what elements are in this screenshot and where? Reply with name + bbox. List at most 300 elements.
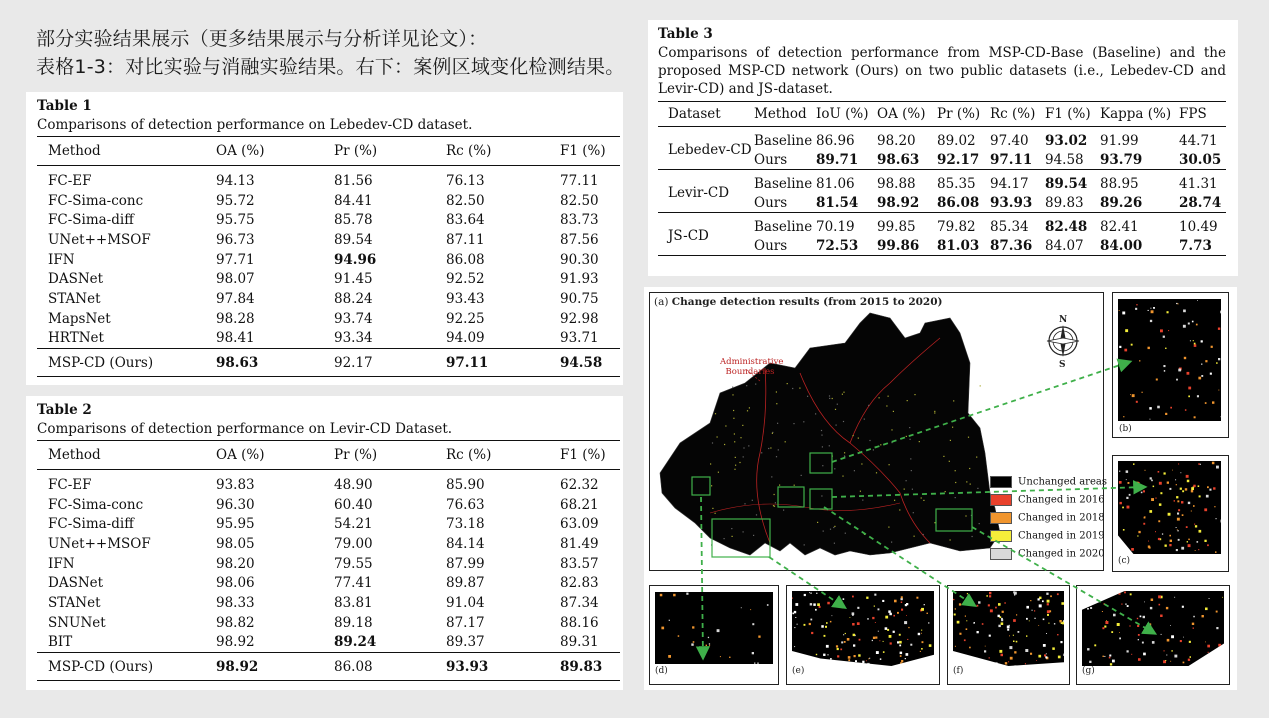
- table3-header: Rc (%): [990, 106, 1036, 122]
- change-pixel: [749, 407, 750, 408]
- change-pixel: [776, 391, 777, 392]
- change-pixel: [794, 656, 797, 659]
- value-cell: 87.34: [560, 594, 599, 611]
- change-pixel: [1188, 659, 1190, 661]
- legend-item: [990, 476, 1107, 490]
- value-cell: 95.75: [216, 212, 255, 229]
- change-pixel: [857, 622, 860, 625]
- change-pixel: [878, 608, 880, 610]
- change-pixel: [901, 660, 903, 662]
- change-pixel: [1143, 616, 1145, 618]
- change-pixel: [732, 536, 733, 537]
- change-pixel: [1174, 597, 1175, 598]
- change-pixel: [729, 657, 730, 658]
- change-pixel: [893, 411, 894, 412]
- change-pixel: [834, 543, 835, 544]
- method-cell: DASNet: [48, 271, 104, 288]
- value-cell: 98.41: [216, 330, 255, 347]
- admin-label-line-2: Boundaries: [725, 367, 775, 377]
- change-pixel: [804, 544, 805, 545]
- change-pixel: [899, 634, 901, 636]
- bold-value: 92.17: [937, 151, 980, 168]
- change-pixel: [1047, 614, 1049, 616]
- change-pixel: [1187, 372, 1190, 375]
- change-pixel: [796, 659, 799, 662]
- change-pixel: [1029, 620, 1030, 621]
- change-pixel: [1063, 654, 1064, 656]
- change-pixel: [824, 635, 826, 637]
- table2-panel: [26, 396, 623, 690]
- change-pixel: [1138, 658, 1141, 661]
- change-pixel: [966, 620, 967, 621]
- bold-value: 81.54: [816, 194, 859, 211]
- change-pixel: [986, 595, 988, 597]
- change-pixel: [821, 435, 822, 436]
- change-pixel: [855, 660, 857, 662]
- subpanel-g-map: [1082, 591, 1224, 666]
- change-pixel: [965, 515, 966, 516]
- change-pixel: [1188, 323, 1190, 325]
- change-pixel: [1205, 402, 1207, 404]
- change-pixel: [776, 403, 777, 404]
- change-pixel: [692, 626, 694, 628]
- change-pixel: [977, 631, 979, 633]
- change-pixel: [873, 637, 875, 639]
- value-cell: 86.08: [334, 658, 373, 675]
- change-pixel: [1038, 625, 1039, 626]
- change-pixel: [1197, 395, 1199, 397]
- subpanel-f: [947, 585, 1070, 685]
- change-pixel: [850, 617, 851, 618]
- change-pixel: [891, 542, 892, 543]
- change-pixel: [1220, 311, 1221, 314]
- change-pixel: [1119, 346, 1121, 348]
- change-pixel: [725, 425, 726, 426]
- change-pixel: [1002, 611, 1004, 613]
- change-pixel: [918, 633, 920, 635]
- change-pixel: [1170, 625, 1171, 626]
- change-pixel: [843, 634, 844, 635]
- change-pixel: [1184, 357, 1186, 359]
- change-pixel: [853, 644, 855, 646]
- subpanel-e: [786, 585, 940, 685]
- change-pixel: [1046, 593, 1048, 595]
- change-pixel: [914, 536, 915, 537]
- value-cell: [1100, 236, 1179, 256]
- change-pixel: [955, 646, 956, 647]
- change-pixel: [988, 604, 990, 606]
- change-pixel: [1204, 508, 1207, 511]
- value-cell: 79.00: [334, 535, 373, 552]
- change-pixel: [977, 605, 979, 607]
- change-pixel: [822, 465, 823, 466]
- change-pixel: [1110, 663, 1112, 665]
- change-pixel: [693, 641, 695, 643]
- change-pixel: [1165, 348, 1166, 349]
- value-cell: 90.75: [560, 290, 599, 307]
- change-pixel: [922, 641, 924, 643]
- subpanel-f-map: [953, 591, 1064, 666]
- change-pixel: [1175, 479, 1176, 480]
- change-pixel: [1187, 541, 1188, 542]
- change-pixel: [1157, 406, 1160, 409]
- change-pixel: [1194, 416, 1196, 418]
- change-pixel: [1201, 340, 1203, 342]
- value-cell: 94.17: [990, 175, 1029, 192]
- change-pixel: [970, 484, 971, 485]
- change-pixel: [1174, 500, 1175, 501]
- change-pixel: [1010, 657, 1013, 660]
- change-pixel: [772, 433, 773, 434]
- change-pixel: [887, 629, 889, 631]
- change-pixel: [1106, 620, 1107, 621]
- change-pixel: [899, 645, 901, 647]
- change-pixel: [910, 644, 912, 646]
- legend-label: Changed in 2020: [1018, 548, 1105, 560]
- change-pixel: [1167, 482, 1169, 484]
- table3-header: Pr (%): [937, 106, 981, 122]
- change-pixel: [830, 658, 832, 660]
- change-pixel: [1143, 490, 1145, 492]
- change-pixel: [1170, 540, 1172, 542]
- change-pixel: [810, 593, 811, 594]
- change-pixel: [1061, 622, 1063, 624]
- table-row: [37, 573, 620, 593]
- change-pixel: [875, 446, 876, 447]
- value-cell: [1179, 150, 1226, 170]
- value-cell: 44.71: [1179, 132, 1218, 149]
- method-cell: IFN: [48, 555, 75, 572]
- change-pixel: [911, 470, 912, 471]
- value-cell: [1179, 193, 1226, 213]
- change-pixel: [989, 635, 991, 637]
- change-pixel: [1046, 633, 1047, 634]
- method-cell: Baseline: [754, 175, 813, 192]
- change-pixel: [907, 400, 908, 401]
- change-pixel: [909, 427, 910, 428]
- table-row: [37, 166, 620, 191]
- subpanel-label: (f): [953, 666, 964, 676]
- change-pixel: [969, 647, 971, 649]
- change-pixel: [854, 470, 855, 471]
- change-pixel: [1013, 641, 1015, 643]
- change-pixel: [1214, 506, 1215, 507]
- value-cell: 62.32: [560, 476, 599, 493]
- change-pixel: [934, 411, 935, 412]
- change-pixel: [844, 452, 845, 453]
- change-pixel: [1198, 485, 1200, 487]
- change-pixel: [1218, 390, 1219, 391]
- table1-header: OA (%): [216, 143, 265, 159]
- bold-value: 93.79: [1100, 151, 1143, 168]
- change-pixel: [770, 447, 771, 448]
- change-pixel: [894, 500, 895, 501]
- change-pixel: [829, 395, 830, 396]
- change-pixel: [923, 534, 924, 535]
- change-pixel: [1155, 531, 1156, 532]
- change-pixel: [934, 412, 935, 413]
- bold-value: 89.71: [816, 151, 859, 168]
- change-pixel: [864, 419, 865, 420]
- change-pixel: [755, 384, 756, 385]
- change-pixel: [998, 625, 1000, 627]
- subpanel-d-map: [655, 592, 773, 664]
- bold-value: 84.00: [1100, 237, 1143, 254]
- change-pixel: [1165, 413, 1167, 415]
- change-pixel: [1129, 625, 1130, 626]
- value-cell: 92.25: [446, 310, 485, 327]
- bold-value: 30.05: [1179, 151, 1222, 168]
- change-pixel: [747, 410, 748, 411]
- change-pixel: [842, 394, 843, 395]
- change-pixel: [740, 437, 741, 438]
- change-pixel: [815, 609, 817, 611]
- change-pixel: [1119, 632, 1120, 633]
- change-pixel: [1218, 328, 1220, 330]
- change-pixel: [848, 656, 851, 659]
- legend-item: [990, 512, 1105, 526]
- value-cell: 87.11: [446, 231, 485, 248]
- value-cell: 68.21: [560, 496, 599, 513]
- change-pixel: [1151, 599, 1154, 602]
- change-pixel: [1158, 595, 1161, 598]
- change-pixel: [1207, 486, 1209, 488]
- subpanel-label: (c): [1118, 556, 1131, 566]
- change-pixel: [1221, 520, 1222, 523]
- change-pixel: [1205, 608, 1208, 611]
- change-pixel: [1137, 535, 1138, 536]
- change-pixel: [785, 441, 786, 442]
- bold-value: 93.93: [990, 194, 1033, 211]
- change-pixel: [686, 593, 688, 595]
- value-cell: 93.71: [560, 330, 599, 347]
- subpanel-b-svg: [1118, 299, 1221, 421]
- change-pixel: [912, 665, 913, 666]
- change-pixel: [1167, 639, 1170, 642]
- subpanel-e-map: [792, 591, 934, 666]
- change-pixel: [955, 497, 956, 498]
- bold-value: 93.93: [446, 658, 489, 675]
- value-cell: 48.90: [334, 476, 373, 493]
- change-pixel: [1176, 379, 1178, 381]
- bold-value: 93.02: [1045, 132, 1088, 149]
- value-cell: 93.74: [334, 310, 373, 327]
- change-pixel: [1181, 501, 1183, 503]
- table-row: [37, 230, 620, 250]
- change-pixel: [1210, 373, 1212, 375]
- change-pixel: [874, 606, 875, 607]
- method-cell: FC-Sima-diff: [48, 516, 134, 533]
- change-pixel: [734, 469, 735, 470]
- method-cell: MSP-CD (Ours): [48, 354, 154, 371]
- change-pixel: [1163, 365, 1165, 367]
- change-pixel: [1112, 594, 1113, 595]
- change-pixel: [868, 405, 869, 406]
- change-pixel: [1128, 482, 1130, 484]
- change-pixel: [837, 404, 838, 405]
- value-cell: [877, 236, 937, 256]
- change-pixel: [1103, 656, 1104, 657]
- table-row: [37, 613, 620, 633]
- change-pixel: [778, 449, 779, 450]
- value-cell: 87.99: [446, 555, 485, 572]
- value-cell: 96.73: [216, 231, 255, 248]
- change-pixel: [973, 622, 974, 623]
- change-pixel: [1216, 518, 1217, 519]
- change-pixel: [1127, 605, 1129, 607]
- value-cell: 82.41: [1100, 218, 1139, 235]
- change-pixel: [823, 654, 825, 656]
- change-pixel: [833, 527, 834, 528]
- change-pixel: [864, 534, 865, 535]
- method-cell: FC-Sima-conc: [48, 496, 144, 513]
- change-pixel: [905, 658, 906, 659]
- change-pixel: [1215, 551, 1217, 553]
- change-pixel: [899, 509, 900, 510]
- change-pixel: [1014, 665, 1016, 666]
- change-pixel: [1148, 541, 1149, 542]
- change-pixel: [1193, 485, 1195, 487]
- change-pixel: [964, 659, 966, 661]
- change-pixel: [1153, 486, 1155, 488]
- change-pixel: [1150, 419, 1151, 420]
- table3-header: F1 (%): [1045, 106, 1091, 122]
- change-pixel: [1177, 530, 1178, 531]
- change-pixel: [743, 531, 744, 532]
- change-pixel: [883, 641, 884, 642]
- change-pixel: [836, 645, 838, 647]
- change-pixel: [836, 425, 837, 426]
- change-pixel: [1164, 370, 1165, 371]
- change-pixel: [771, 476, 772, 477]
- change-pixel: [823, 665, 825, 666]
- change-pixel: [861, 463, 862, 464]
- change-pixel: [669, 620, 670, 621]
- change-pixel: [678, 635, 680, 637]
- bold-value: 82.48: [1045, 218, 1088, 235]
- change-pixel: [923, 500, 924, 501]
- change-pixel: [908, 627, 909, 628]
- change-pixel: [1180, 472, 1181, 473]
- change-pixel: [990, 609, 993, 612]
- change-pixel: [885, 627, 888, 630]
- change-pixel: [827, 654, 828, 655]
- value-cell: 87.56: [560, 231, 599, 248]
- subpanel-c-svg: [1118, 461, 1221, 554]
- change-pixel: [735, 465, 736, 466]
- change-pixel: [1125, 329, 1128, 332]
- change-pixel: [1182, 514, 1184, 516]
- change-pixel: [1016, 614, 1017, 615]
- change-pixel: [852, 623, 855, 626]
- method-cell: Baseline: [754, 218, 813, 235]
- dataset-cell: JS-CD: [668, 228, 709, 244]
- change-pixel: [1198, 377, 1201, 380]
- change-pixel: [1148, 546, 1150, 548]
- change-pixel: [1130, 593, 1132, 595]
- change-pixel: [1148, 310, 1149, 311]
- change-pixel: [1196, 324, 1198, 326]
- change-pixel: [1213, 487, 1215, 489]
- value-cell: [334, 250, 446, 270]
- change-pixel: [880, 658, 882, 660]
- change-pixel: [793, 423, 794, 424]
- value-cell: 94.09: [446, 330, 485, 347]
- legend-swatch: [990, 512, 1012, 524]
- change-pixel: [998, 603, 1001, 606]
- change-pixel: [1205, 642, 1206, 643]
- change-pixel: [840, 649, 842, 651]
- value-cell: 89.87: [446, 575, 485, 592]
- change-pixel: [894, 600, 897, 603]
- change-pixel: [1094, 644, 1096, 646]
- change-pixel: [1057, 634, 1058, 635]
- change-pixel: [885, 616, 888, 619]
- change-pixel: [1190, 656, 1192, 658]
- change-pixel: [1167, 311, 1169, 313]
- table2-header: Pr (%): [334, 447, 378, 463]
- change-pixel: [1170, 661, 1171, 662]
- change-pixel: [711, 485, 712, 486]
- change-pixel: [809, 623, 811, 625]
- change-pixel: [837, 655, 839, 657]
- change-pixel: [882, 600, 884, 602]
- change-pixel: [867, 663, 869, 665]
- value-cell: 83.57: [560, 555, 599, 572]
- change-pixel: [1199, 495, 1201, 497]
- bold-value: 81.03: [937, 237, 980, 254]
- change-pixel: [1126, 479, 1127, 480]
- figure-title-text: Change detection results (from 2015 to 2020): [671, 296, 943, 308]
- change-pixel: [1014, 651, 1016, 653]
- value-cell: [877, 193, 937, 213]
- change-pixel: [843, 392, 844, 393]
- change-pixel: [1138, 639, 1139, 640]
- change-pixel: [1102, 611, 1103, 612]
- change-pixel: [913, 512, 914, 513]
- change-pixel: [821, 625, 824, 628]
- change-pixel: [821, 430, 822, 431]
- admin-label: [720, 357, 784, 377]
- change-pixel: [1182, 490, 1184, 492]
- table3-header: OA (%): [877, 106, 926, 122]
- change-pixel: [1211, 346, 1213, 348]
- change-pixel: [1136, 304, 1137, 305]
- table3-header: IoU (%): [816, 106, 869, 122]
- bold-value: 89.24: [334, 634, 377, 651]
- change-pixel: [1124, 349, 1127, 352]
- change-pixel: [959, 603, 961, 605]
- change-pixel: [1218, 644, 1221, 647]
- change-pixel: [1087, 648, 1089, 650]
- table2-header: OA (%): [216, 447, 265, 463]
- change-pixel: [1136, 401, 1138, 403]
- change-pixel: [797, 624, 798, 625]
- change-pixel: [1193, 628, 1194, 629]
- value-cell: 98.33: [216, 594, 255, 611]
- value-cell: 79.55: [334, 555, 373, 572]
- change-pixel: [825, 626, 827, 628]
- change-pixel: [945, 491, 946, 492]
- value-cell: 95.95: [216, 516, 255, 533]
- change-pixel: [1164, 650, 1165, 651]
- bold-value: 89.54: [1045, 175, 1088, 192]
- change-pixel: [1183, 325, 1186, 328]
- change-pixel: [743, 447, 744, 448]
- heading-line-1: 部分实验结果展示（更多结果展示与分析详见论文）：: [36, 28, 488, 50]
- change-pixel: [811, 632, 813, 634]
- change-pixel: [1188, 539, 1190, 541]
